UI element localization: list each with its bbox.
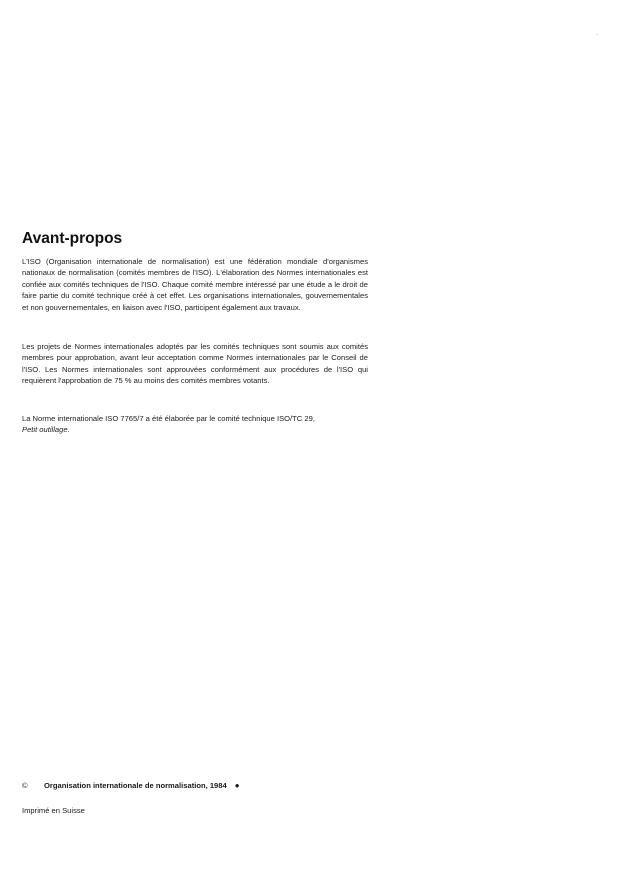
page-heading: Avant-propos: [22, 230, 123, 247]
bullet-icon: ●: [234, 781, 240, 790]
printed-in-label: Imprimé en Suisse: [22, 806, 85, 815]
paragraph-iso-intro: L'ISO (Organisation internationale de normalisation) est une fédération mondiale d'organismes nationaux de normalisation (comités membres de l'ISO). L'élaboration des Normes internationales est confiée aux comités techniques de l'ISO. Chaque comité membre intéressé par une étude a le droit de faire partie du comité technique créé à cet effet. Les organisations internationales, gouvernementales et non gouvernementales, en liaison avec l'ISO, participent également aux travaux.: [22, 257, 368, 312]
footer-copyright: [22, 780, 240, 791]
paragraph-standard-origin: [22, 413, 368, 436]
standard-origin-text: La Norme internationale ISO 7765/7 a été élaborée par le comité technique ISO/TC 29,: [22, 414, 315, 423]
paragraph-approval: Les projets de Normes internationales adoptés par les comités techniques sont soumis aux comités membres pour approbation, avant leur acceptation comme Normes internationales par le Conseil de l'ISO. Les Normes internationales sont approuvées conformément aux procédures de l'ISO qui requièrent l'approbation de 75 % au moins des comités membres votants.: [22, 342, 368, 386]
corner-mark: ·: [596, 32, 598, 38]
copyright-icon: ©: [22, 781, 28, 790]
sentence-end: .: [67, 425, 70, 435]
copyright-text: Organisation internationale de normalisation, 1984: [44, 781, 227, 790]
committee-title: Petit outillage: [22, 425, 68, 435]
